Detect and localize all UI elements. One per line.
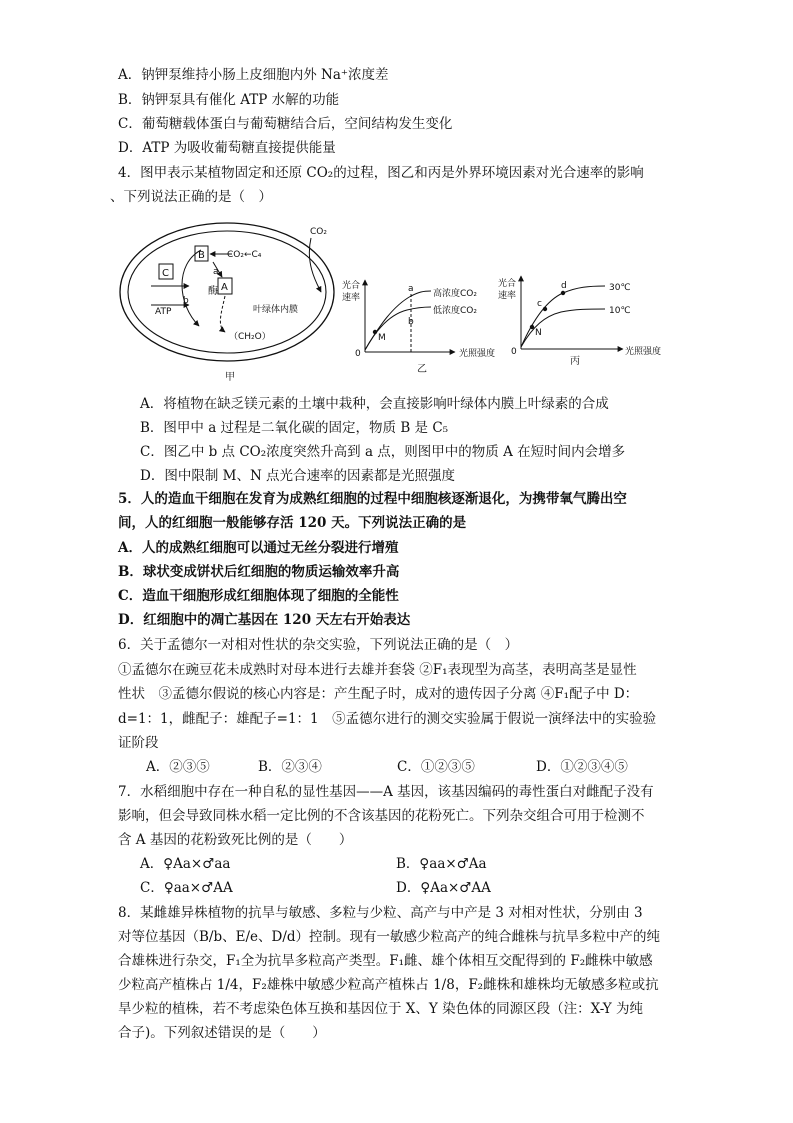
yi-curve-high-co2 bbox=[365, 291, 431, 350]
q8-stem-line-2: 对等位基因（B/b、E/e、D/d）控制。现有一敏感少粒高产的纯合雌株与抗旱多粒中产的纯 bbox=[118, 929, 661, 945]
q4-option-d: D．图中限制 M、N 点光合速率的因素都是光照强度 bbox=[140, 468, 456, 484]
caption-yi: 乙 bbox=[417, 364, 427, 375]
bing-xlabel: 光照强度 bbox=[625, 347, 662, 357]
q4-stem-line-1: 4．图甲表示某植物固定和还原 CO₂的过程，图乙和丙是外界环境因素对光合速率的影响 bbox=[118, 165, 644, 181]
figure-jia bbox=[120, 223, 334, 383]
q5-option-c: C．造血干细胞形成红细胞体现了细胞的全能性 bbox=[118, 588, 399, 604]
q4-figure bbox=[115, 214, 685, 386]
q5-option-a: A．人的成熟红细胞可以通过无丝分裂进行增殖 bbox=[118, 540, 399, 556]
q3-option-a: A．钠钾泵维持小肠上皮细胞内外 Na⁺浓度差 bbox=[118, 67, 389, 83]
q6-statement-line-3: d=1：1，雌配子：雄配子=1：1 ⑤孟德尔进行的测交实验属于假说一演绎法中的实验验 bbox=[118, 711, 657, 727]
q4-option-c: C．图乙中 b 点 CO₂浓度突然升高到 a 点，则图甲中的物质 A 在短时间内会增多 bbox=[140, 444, 626, 460]
bing-ylabel-2: 速率 bbox=[498, 291, 517, 301]
bing-label-n: N bbox=[535, 328, 542, 338]
label-enzyme: 酶 bbox=[208, 286, 218, 297]
q3-option-d: D．ATP 为吸收葡萄糖直接提供能量 bbox=[118, 140, 336, 156]
yi-ylabel-2: 速率 bbox=[342, 293, 361, 303]
label-box-a: A bbox=[221, 282, 228, 293]
yi-origin: 0 bbox=[355, 349, 361, 359]
q6-stem: 6．关于孟德尔一对相对性状的杂交实验，下列说法正确的是（ ） bbox=[118, 637, 519, 653]
q4-option-b: B．图甲中 a 过程是二氧化碳的固定，物质 B 是 C₅ bbox=[140, 420, 449, 436]
label-b-process: b bbox=[183, 296, 189, 306]
q7-stem-line-3: 含 A 基因的花粉致死比例的是（ ） bbox=[118, 832, 353, 848]
q5-option-d: D．红细胞中的凋亡基因在 120 天左右开始表达 bbox=[118, 612, 411, 628]
yi-label-m: M bbox=[378, 333, 386, 343]
yi-label-low-co2: 低浓度CO₂ bbox=[433, 306, 477, 316]
caption-bing: 丙 bbox=[570, 356, 580, 367]
q6-option-c: C．①②③⑤ bbox=[397, 759, 475, 775]
label-box-b: B bbox=[198, 250, 205, 261]
q8-stem-line-4: 少粒高产植株占 1/4，F₂雄株中敏感少粒高产植株占 1/8，F₂雌株和雄株均无敏感多粒或抗 bbox=[118, 977, 659, 993]
q6-option-b: B．②③④ bbox=[258, 759, 322, 775]
q7-option-a: A．♀Aa×♂aa bbox=[140, 856, 231, 872]
yi-point-m bbox=[373, 330, 377, 334]
q6-statement-line-2: 性状 ③孟德尔假说的核心内容是：产生配子时，成对的遗传因子分离 ④F₁配子中 D： bbox=[118, 686, 639, 702]
q8-stem-line-1: 8．某雌雄异株植物的抗旱与敏感、多粒与少粒、高产与中产是 3 对相对性状，分别由 3 bbox=[118, 905, 643, 921]
yi-label-high-co2: 高浓度CO₂ bbox=[433, 289, 477, 299]
label-box-c: C bbox=[162, 268, 169, 279]
a-to-ch2o-arrow bbox=[220, 296, 225, 332]
label-a-process: a bbox=[213, 267, 219, 277]
bing-point-n bbox=[530, 325, 534, 329]
q8-stem-line-5: 旱少粒的植株，若不考虑染色体互换和基因位于 X、Y 染色体的同源区段（注：X-Y 为纯 bbox=[118, 1001, 644, 1017]
yi-xlabel: 光照强度 bbox=[459, 349, 496, 359]
label-co2-top: CO₂ bbox=[310, 227, 327, 237]
q5-stem-line-2: 间，人的红细胞一般能够存活 120 天。下列说法正确的是 bbox=[118, 515, 467, 531]
q5-option-b: B．球状变成饼状后红细胞的物质运输效率升高 bbox=[118, 564, 400, 580]
figure-yi bbox=[342, 279, 495, 375]
yi-curve-low-co2 bbox=[365, 307, 431, 350]
label-co2-c4: CO₂←C₄ bbox=[227, 250, 262, 260]
bing-origin: 0 bbox=[511, 347, 517, 357]
bing-label-10c: 10℃ bbox=[609, 306, 631, 316]
q6-option-a: A．②③⑤ bbox=[146, 759, 210, 775]
q7-option-c: C．♀aa×♂AA bbox=[140, 880, 233, 896]
label-atp: ATP bbox=[155, 307, 172, 317]
q6-statement-line-4: 证阶段 bbox=[118, 735, 159, 751]
q4-stem-line-2: 、下列说法正确的是（ ） bbox=[110, 189, 272, 205]
q7-option-b: B．♀aa×♂Aa bbox=[396, 856, 487, 872]
q3-option-b: B．钠钾泵具有催化 ATP 水解的功能 bbox=[118, 92, 340, 108]
yi-label-a: a bbox=[408, 284, 414, 294]
bing-ylabel-1: 光合 bbox=[498, 279, 517, 289]
q6-statement-line-1: ①孟德尔在豌豆花未成熟时对母本进行去雄并套袋 ②F₁表现型为高茎，表明高茎是显性 bbox=[118, 662, 637, 678]
yi-ylabel-1: 光合 bbox=[342, 281, 361, 291]
yi-label-b: b bbox=[408, 317, 414, 327]
q8-stem-line-6: 合子)。下列叙述错误的是（ ） bbox=[118, 1025, 326, 1041]
bing-label-d: d bbox=[561, 281, 567, 291]
label-inner-membrane: 叶绿体内膜 bbox=[253, 305, 299, 315]
q7-stem-line-2: 影响，但会导致同株水稻一定比例的不含该基因的花粉死亡。下列杂交组合可用于检测不 bbox=[118, 808, 645, 824]
q7-stem-line-1: 7．水稻细胞中存在一种自私的显性基因——A 基因，该基因编码的毒性蛋白对雌配子没有 bbox=[118, 784, 654, 800]
caption-jia: 甲 bbox=[225, 372, 235, 383]
q7-option-d: D．♀Aa×♂AA bbox=[396, 880, 491, 896]
bing-label-c: c bbox=[537, 299, 542, 309]
q8-stem-line-3: 合雄株进行杂交，F₁全为抗旱多粒高产类型。F₁雌、雄个体相互交配得到的 F₂雌株中敏感 bbox=[118, 953, 653, 969]
label-ch2o: （CH₂O） bbox=[229, 332, 271, 342]
q6-option-d: D．①②③④⑤ bbox=[536, 759, 628, 775]
bing-label-30c: 30℃ bbox=[609, 283, 631, 293]
q5-stem-line-1: 5．人的造血干细胞在发育为成熟红细胞的过程中细胞核逐渐退化，为携带氧气腾出空 bbox=[118, 491, 627, 507]
q3-option-c: C．葡萄糖载体蛋白与葡萄糖结合后，空间结构发生变化 bbox=[118, 116, 453, 132]
q4-option-a: A．将植物在缺乏镁元素的土壤中栽种，会直接影响叶绿体内膜上叶绿素的合成 bbox=[140, 396, 609, 412]
figure-bing bbox=[498, 276, 661, 367]
bing-point-d bbox=[561, 291, 565, 295]
bing-point-c bbox=[543, 307, 547, 311]
